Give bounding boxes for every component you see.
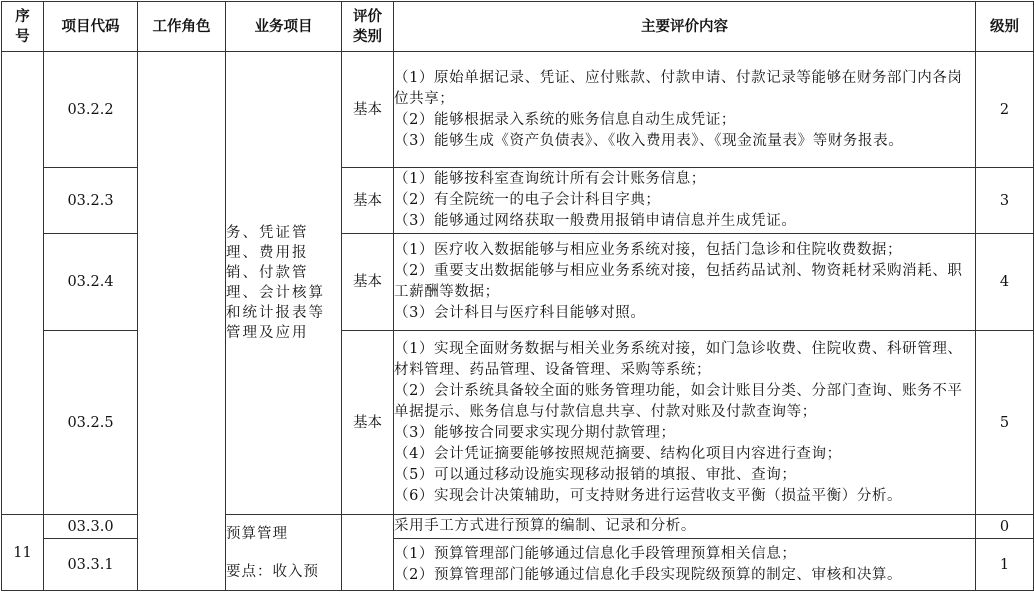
seq-cell-empty (2, 52, 44, 515)
level-cell: 3 (976, 168, 1034, 234)
content-cell (394, 52, 976, 168)
content-item: （2）有全院统一的电子会计科目字典； (394, 192, 661, 208)
header-content: 主要评价内容 (394, 2, 976, 52)
header-business: 业务项目 (226, 2, 342, 52)
content-item: （2）能够根据录入系统的账务信息自动生成凭证； (394, 111, 737, 128)
level-cell: 1 (976, 539, 1034, 591)
content-item: （2）预算管理部门能够通过信息化手段实现院级预算的制定、审核和决算。 (394, 566, 903, 583)
level-cell: 5 (976, 331, 1034, 515)
header-code: 项目代码 (44, 2, 138, 52)
content-item: （1）预算管理部门能够通过信息化手段管理预算相关信息； (394, 545, 797, 562)
content-item: （6）实现会计决策辅助，可支持财务进行运营收支平衡（损益平衡）分析。 (394, 487, 903, 504)
content-item: （3）能够生成《资产负债表》、《收入费用表》、《现金流量表》等财务报表。 (394, 132, 904, 149)
business-note: 要点：收入预 (226, 563, 319, 580)
content-cell (394, 331, 976, 515)
code-cell: 03.2.2 (44, 52, 138, 168)
content-cell (394, 234, 976, 331)
evaluation-table (1, 1, 1034, 591)
content-item: （4）会计凭证摘要能够按照规范摘要、结构化项目内容进行查询； (394, 445, 842, 462)
business-cell-budget (226, 515, 342, 591)
level-cell: 0 (976, 515, 1034, 539)
code-cell: 03.2.3 (44, 168, 138, 234)
role-cell (138, 52, 226, 591)
code-cell: 03.2.4 (44, 234, 138, 331)
content-item: （1）原始单据记录、凭证、应付账款、付款申请、付款记录等能够在财务部门内各岗位共享； (394, 69, 963, 107)
header-seq: 序号 (2, 2, 44, 52)
content-item: （3）能够通过网络获取一般费用报销申请信息并生成凭证。 (394, 213, 797, 229)
category-cell: 基本 (342, 234, 394, 331)
level-cell: 4 (976, 234, 1034, 331)
category-cell-empty (342, 515, 394, 591)
content-item: （1）能够按科室查询统计所有会计账务信息； (394, 171, 706, 187)
category-cell: 基本 (342, 52, 394, 168)
content-item: （2）重要支出数据能够与相应业务系统对接，包括药品试剂、物资耗材采购消耗、职工薪酬等数据； (394, 263, 963, 300)
content-item: 采用手工方式进行预算的编制、记录和分析。 (394, 518, 696, 534)
content-cell (394, 515, 976, 539)
content-item: （2）会计系统具备较全面的账务管理功能，如会计账目分类、分部门查询、账务不平单据提示、账务信息与付款信息共享、付款对账及付款查询等； (394, 382, 963, 420)
level-cell: 2 (976, 52, 1034, 168)
code-cell: 03.3.0 (44, 515, 138, 539)
category-cell: 基本 (342, 331, 394, 515)
content-item: （5）可以通过移动设施实现移动报销的填报、审批、查询； (394, 466, 797, 483)
business-cell: 务、凭证管理、费用报销、付款管理、会计核算和统计报表等管理及应用 (226, 52, 342, 515)
header-level: 级别 (976, 2, 1034, 52)
seq-cell: 11 (2, 515, 44, 591)
header-category: 评价类别 (342, 2, 394, 52)
content-item: （1）实现全面财务数据与相关业务系统对接，如门急诊收费、住院收费、科研管理、材料管理、药品管理、设备管理、采购等系统； (394, 340, 963, 378)
content-cell (394, 168, 976, 234)
code-cell: 03.2.5 (44, 331, 138, 515)
content-cell (394, 539, 976, 591)
header-row (2, 2, 1034, 52)
business-title: 预算管理 (226, 525, 288, 542)
content-item: （3）能够按合同要求实现分期付款管理； (394, 424, 676, 441)
content-item: （1）医疗收入数据能够与相应业务系统对接，包括门急诊和住院收费数据； (394, 242, 903, 258)
code-cell: 03.3.1 (44, 539, 138, 591)
category-cell: 基本 (342, 168, 394, 234)
header-role: 工作角色 (138, 2, 226, 52)
content-item: （3）会计科目与医疗科目能够对照。 (394, 305, 646, 321)
table-row (2, 52, 1034, 168)
